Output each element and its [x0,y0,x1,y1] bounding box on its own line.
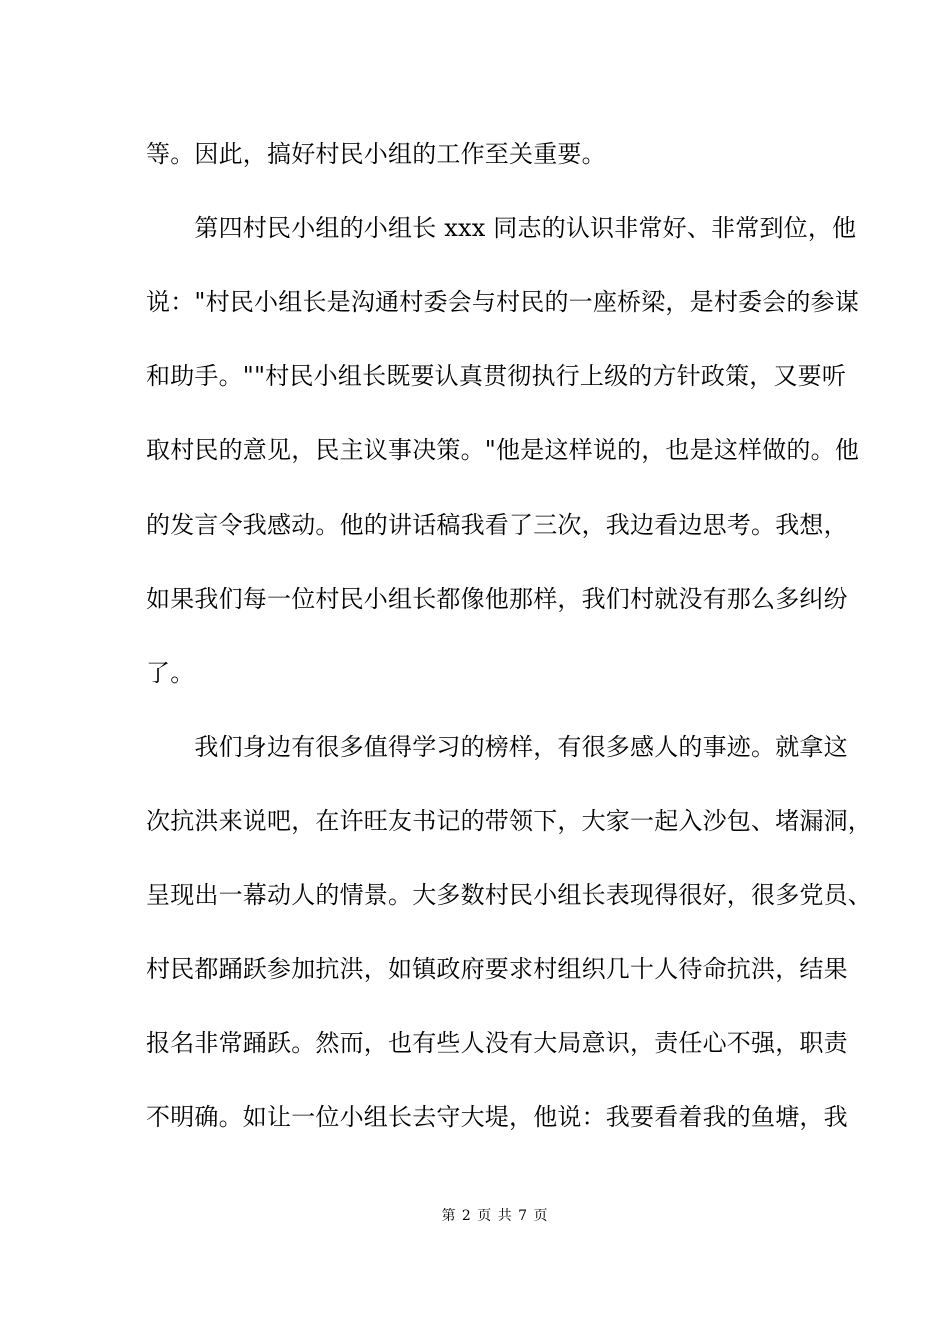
text-line: 了。 [146,659,195,687]
text-line: 呈现出一幕动人的情景。大多数村民小组长表现得很好，很多党员、 [146,881,872,909]
text-line: 报名非常踊跃。然而，也有些人没有大局意识，责任心不强，职责 [146,1029,848,1057]
text-line: 不明确。如让一位小组长去守大堤，他说：我要看着我的鱼塘，我 [146,1103,848,1131]
text-line: 说："村民小组长是沟通村委会与村民的一座桥梁，是村委会的参谋 [146,288,860,316]
text-line: 第四村民小组的小组长 xxx 同志的认识非常好、非常到位，他 [146,214,857,242]
text-line: 的发言令我感动。他的讲话稿我看了三次，我边看边思考。我想， [146,511,848,539]
page-number: 第 2 页 共 7 页 [441,1208,549,1224]
text-line: 我们身边有很多值得学习的榜样，有很多感人的事迹。就拿这 [146,733,848,761]
text-line: 和助手。""村民小组长既要认真贯彻执行上级的方针政策，又要听 [146,362,847,390]
text-line: 村民都踊跃参加抗洪，如镇政府要求村组织几十人待命抗洪，结果 [146,955,848,983]
text-line: 次抗洪来说吧，在许旺友书记的带领下，大家一起入沙包、堵漏洞， [146,807,872,835]
text-line: 等。因此，搞好村民小组的工作至关重要。 [146,140,606,168]
text-line: 取村民的意见，民主议事决策。"他是这样说的，也是这样做的。他 [146,436,860,464]
text-line: 如果我们每一位村民小组长都像他那样，我们村就没有那么多纠纷 [146,585,848,613]
